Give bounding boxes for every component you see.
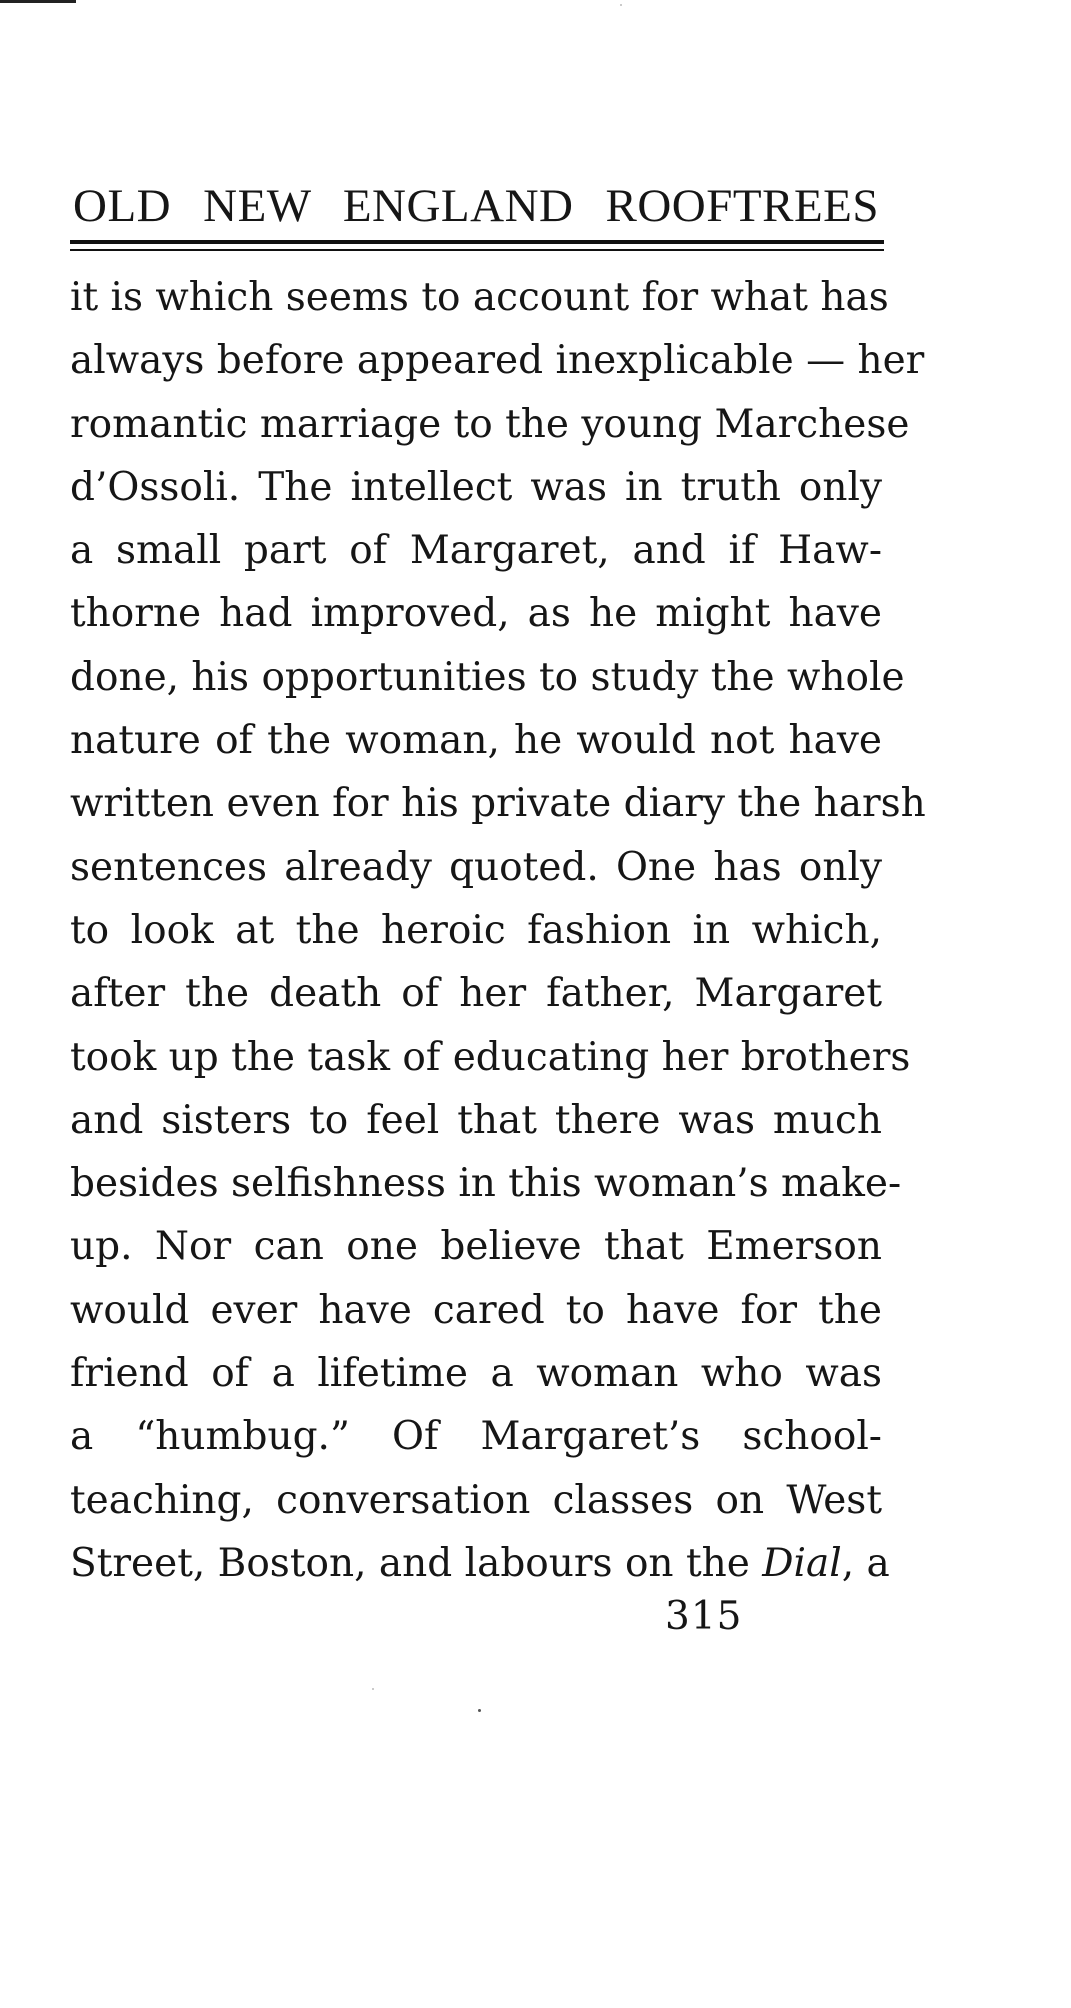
text-line: friend of a lifetime a woman who was (70, 1351, 882, 1397)
text-line: thorne had improved, as he might have (70, 591, 882, 637)
paper-speck (372, 1688, 374, 1690)
paper-speck (478, 1709, 481, 1712)
text-segment: Street, Boston, and labours on the (70, 1540, 763, 1586)
text-line: always before appeared inexplicable — her (70, 338, 925, 384)
text-line: would ever have cared to have for the (70, 1287, 882, 1333)
text-line: d’Ossoli. The intellect was in truth only (70, 464, 882, 510)
italic-title: Dial (762, 1540, 842, 1586)
text-line: a “humbug.” Of Margaret’s school- (70, 1414, 882, 1460)
text-line: teaching, conversation classes on West (70, 1477, 882, 1523)
paper-speck (620, 4, 622, 6)
text-line: it is which seems to account for what has (70, 275, 889, 320)
text-line: after the death of her father, Margaret (70, 971, 882, 1017)
text-line: sentences already quoted. One has only (70, 844, 882, 890)
text-line: besides selfishness in this woman’s make- (70, 1161, 902, 1207)
text-line: a small part of Margaret, and if Haw- (70, 528, 882, 574)
text-line: up. Nor can one believe that Emerson (70, 1224, 882, 1270)
text-line-last (70, 1532, 890, 1595)
header-rule-thin (70, 249, 884, 251)
page-number: 315 (665, 1594, 743, 1639)
text-line: to look at the heroic fashion in which, (70, 907, 882, 953)
scan-edge-mark (0, 0, 76, 3)
text-line: nature of the woman, he would not have (70, 718, 882, 764)
text-line: and sisters to feel that there was much (70, 1097, 882, 1143)
text-line: took up the task of educating her brothers (70, 1034, 911, 1080)
text-line: written even for his private diary the harsh (70, 781, 926, 827)
header-rule-thick (70, 240, 884, 244)
body-text (70, 266, 926, 1595)
text-line: romantic marriage to the young Marchese (70, 401, 910, 447)
text-segment: , a (841, 1540, 890, 1586)
text-line: done, his opportunities to study the whole (70, 654, 905, 700)
running-head: OLD NEW ENGLAND ROOFTREES (73, 180, 879, 232)
